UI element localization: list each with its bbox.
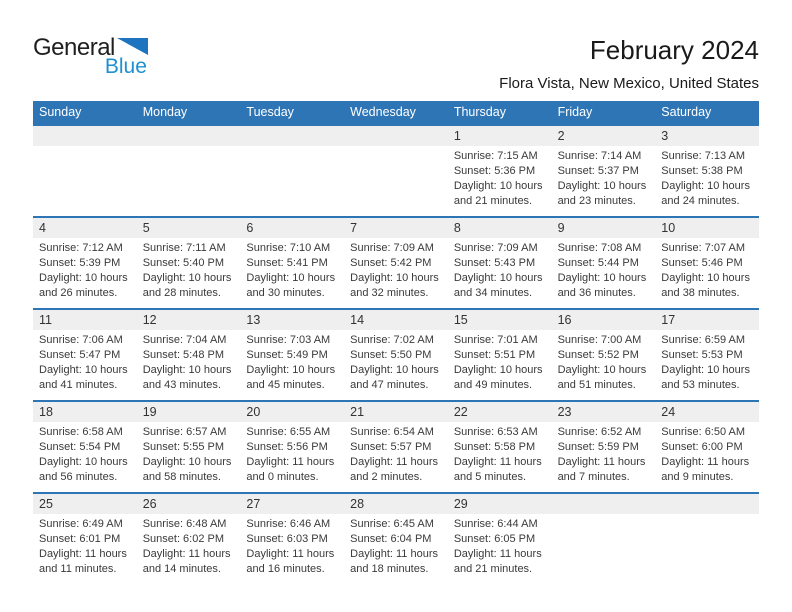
day-number: 14 <box>350 312 365 327</box>
day-detail-line: Sunset: 5:39 PM <box>39 256 121 269</box>
day-detail-line: Daylight: 11 hours <box>350 547 438 560</box>
day-detail-band <box>33 422 759 492</box>
day-detail-line: and 58 minutes. <box>142 470 221 483</box>
day-detail-line: Daylight: 10 hours <box>661 179 750 192</box>
day-detail-line: Sunrise: 6:48 AM <box>142 517 227 530</box>
day-detail-line: Sunrise: 7:12 AM <box>39 241 123 254</box>
day-number: 29 <box>453 496 468 511</box>
day-detail-line: and 23 minutes. <box>557 194 636 207</box>
day-detail-line: Daylight: 11 hours <box>557 455 646 468</box>
day-detail-line: Sunset: 6:02 PM <box>142 532 225 545</box>
day-detail-line: and 5 minutes. <box>453 470 526 483</box>
day-number: 8 <box>453 220 461 235</box>
day-number-band <box>33 126 759 146</box>
day-detail-line: Daylight: 10 hours <box>142 455 232 468</box>
weekday-header-tuesday: Tuesday <box>246 104 294 119</box>
day-detail-line: Daylight: 10 hours <box>661 363 750 376</box>
day-details <box>33 514 137 584</box>
day-detail-line: and 45 minutes. <box>246 378 325 391</box>
day-detail-line: Sunrise: 6:55 AM <box>246 425 331 438</box>
day-detail-line: Sunset: 5:47 PM <box>39 348 121 361</box>
day-detail-line: and 34 minutes. <box>453 286 533 299</box>
day-detail-band <box>33 330 759 400</box>
day-detail-band <box>33 238 759 308</box>
day-details <box>240 238 344 308</box>
day-detail-line: Daylight: 10 hours <box>142 271 232 284</box>
day-number-band <box>33 494 759 514</box>
day-detail-line: Sunset: 5:49 PM <box>246 348 328 361</box>
day-detail-line: Sunset: 5:54 PM <box>39 440 121 453</box>
empty-day-number <box>552 494 656 514</box>
day-detail-line: and 14 minutes. <box>142 562 221 575</box>
day-details <box>33 238 137 308</box>
day-detail-line: Sunrise: 6:59 AM <box>661 333 746 346</box>
day-number: 16 <box>557 312 572 327</box>
day-detail-line: Sunrise: 7:07 AM <box>661 241 746 254</box>
day-detail-line: and 43 minutes. <box>142 378 221 391</box>
day-details <box>448 422 552 492</box>
day-details <box>655 330 759 400</box>
day-detail-line: Daylight: 10 hours <box>453 271 543 284</box>
day-detail-line: and 38 minutes. <box>661 286 740 299</box>
day-detail-line: and 11 minutes. <box>39 562 117 575</box>
day-number: 2 <box>557 128 565 143</box>
empty-day-details <box>137 146 241 216</box>
day-detail-line: and 36 minutes. <box>557 286 636 299</box>
day-number: 23 <box>557 404 572 419</box>
weekday-header-friday: Friday <box>557 104 593 119</box>
day-detail-band <box>33 146 759 216</box>
weekday-header-saturday: Saturday <box>661 104 712 119</box>
weekday-header-row <box>33 101 759 124</box>
day-detail-line: Sunrise: 7:10 AM <box>246 241 331 254</box>
day-detail-line: Sunset: 5:38 PM <box>661 164 743 177</box>
day-detail-line: Sunset: 5:50 PM <box>350 348 432 361</box>
day-number: 27 <box>246 496 261 511</box>
day-detail-line: Daylight: 10 hours <box>557 363 647 376</box>
day-number: 28 <box>350 496 365 511</box>
day-detail-line: and 30 minutes. <box>246 286 325 299</box>
logo-blue-text: Blue <box>104 55 147 78</box>
day-detail-line: Sunrise: 7:03 AM <box>246 333 331 346</box>
day-detail-line: and 32 minutes. <box>350 286 429 299</box>
day-detail-line: Sunset: 5:53 PM <box>661 348 743 361</box>
day-detail-line: Sunset: 6:01 PM <box>39 532 121 545</box>
day-detail-line: Sunrise: 7:00 AM <box>557 333 642 346</box>
day-details <box>240 514 344 584</box>
day-detail-line: Sunset: 5:51 PM <box>453 348 536 361</box>
day-number: 24 <box>661 404 676 419</box>
empty-day-number <box>137 126 241 146</box>
day-detail-line: and 9 minutes. <box>661 470 734 483</box>
day-number: 10 <box>661 220 676 235</box>
day-detail-line: Daylight: 11 hours <box>246 455 335 468</box>
day-detail-line: Sunrise: 7:09 AM <box>453 241 538 254</box>
day-details <box>448 514 552 584</box>
day-number: 5 <box>142 220 150 235</box>
day-details <box>33 422 137 492</box>
day-detail-line: Daylight: 11 hours <box>453 455 542 468</box>
day-number: 4 <box>39 220 46 235</box>
day-detail-line: and 56 minutes. <box>39 470 118 483</box>
day-detail-line: Sunset: 5:40 PM <box>142 256 225 269</box>
weekday-header-monday: Monday <box>142 104 188 119</box>
week-row <box>33 124 759 216</box>
day-detail-line: Sunset: 5:59 PM <box>557 440 639 453</box>
day-detail-line: Daylight: 10 hours <box>661 271 750 284</box>
day-details <box>137 422 241 492</box>
day-details <box>137 514 241 584</box>
day-number: 21 <box>350 404 365 419</box>
day-number: 13 <box>246 312 261 327</box>
week-row <box>33 492 759 584</box>
day-detail-line: Sunrise: 6:57 AM <box>142 425 227 438</box>
title-block <box>499 36 759 92</box>
page-title: February 2024 <box>589 35 759 65</box>
day-number: 19 <box>142 404 157 419</box>
day-detail-line: Sunset: 5:58 PM <box>453 440 536 453</box>
day-detail-line: Sunrise: 7:01 AM <box>453 333 538 346</box>
day-detail-line: Sunrise: 7:13 AM <box>661 149 746 162</box>
day-detail-line: and 28 minutes. <box>142 286 221 299</box>
day-detail-band <box>33 514 759 584</box>
day-details <box>448 146 552 216</box>
day-detail-line: Sunrise: 6:58 AM <box>39 425 123 438</box>
empty-day-number <box>33 126 137 146</box>
day-detail-line: Sunrise: 6:45 AM <box>350 517 434 530</box>
day-detail-line: and 24 minutes. <box>661 194 740 207</box>
empty-day-details <box>552 514 656 584</box>
calendar-grid <box>33 124 759 584</box>
day-details <box>344 330 448 400</box>
page-header <box>0 0 792 92</box>
day-detail-line: Sunrise: 7:11 AM <box>142 241 226 254</box>
day-detail-line: Sunset: 5:57 PM <box>350 440 432 453</box>
day-number: 17 <box>661 312 676 327</box>
day-details <box>655 422 759 492</box>
empty-day-number <box>655 494 759 514</box>
day-detail-line: Daylight: 10 hours <box>142 363 232 376</box>
day-detail-line: Daylight: 10 hours <box>246 271 336 284</box>
day-detail-line: and 7 minutes. <box>557 470 630 483</box>
week-row <box>33 400 759 492</box>
day-detail-line: Sunset: 6:04 PM <box>350 532 432 545</box>
day-detail-line: and 41 minutes. <box>39 378 118 391</box>
day-number: 26 <box>142 496 157 511</box>
day-detail-line: Sunset: 6:05 PM <box>453 532 536 545</box>
empty-day-number <box>240 126 344 146</box>
empty-day-details <box>240 146 344 216</box>
day-detail-line: Sunset: 5:43 PM <box>453 256 536 269</box>
day-detail-line: Sunset: 5:41 PM <box>246 256 328 269</box>
empty-day-number <box>344 126 448 146</box>
day-detail-line: Daylight: 11 hours <box>39 547 127 560</box>
day-detail-line: Daylight: 10 hours <box>453 363 543 376</box>
week-row <box>33 308 759 400</box>
day-detail-line: Sunset: 5:42 PM <box>350 256 432 269</box>
day-detail-line: and 0 minutes. <box>246 470 319 483</box>
day-detail-line: and 53 minutes. <box>661 378 740 391</box>
day-detail-line: Sunset: 5:48 PM <box>142 348 225 361</box>
day-detail-line: Sunrise: 7:09 AM <box>350 241 434 254</box>
day-detail-line: Sunrise: 7:14 AM <box>557 149 642 162</box>
day-number: 12 <box>142 312 157 327</box>
day-details <box>552 422 656 492</box>
day-detail-line: and 21 minutes. <box>453 562 533 575</box>
day-detail-line: Sunrise: 6:46 AM <box>246 517 331 530</box>
day-detail-line: Daylight: 10 hours <box>246 363 336 376</box>
day-detail-line: Sunrise: 6:49 AM <box>39 517 123 530</box>
day-detail-line: Sunrise: 7:15 AM <box>453 149 538 162</box>
day-number-band <box>33 402 759 422</box>
day-detail-line: Daylight: 10 hours <box>350 363 439 376</box>
day-detail-line: Daylight: 11 hours <box>661 455 750 468</box>
day-detail-line: Daylight: 10 hours <box>39 455 128 468</box>
day-details <box>240 330 344 400</box>
day-detail-line: Sunset: 6:00 PM <box>661 440 743 453</box>
day-number: 6 <box>246 220 254 235</box>
day-number: 3 <box>661 128 669 143</box>
day-details <box>655 238 759 308</box>
day-detail-line: Daylight: 11 hours <box>453 547 542 560</box>
day-number: 11 <box>39 312 52 327</box>
day-detail-line: Sunset: 5:46 PM <box>661 256 743 269</box>
day-detail-line: Daylight: 10 hours <box>557 271 647 284</box>
day-details <box>552 330 656 400</box>
day-details <box>448 330 552 400</box>
day-number: 1 <box>453 128 461 143</box>
day-detail-line: Sunrise: 6:44 AM <box>453 517 538 530</box>
day-detail-line: Sunrise: 6:50 AM <box>661 425 746 438</box>
day-detail-line: and 49 minutes. <box>453 378 533 391</box>
day-details <box>448 238 552 308</box>
day-detail-line: Daylight: 10 hours <box>453 179 543 192</box>
day-detail-line: Daylight: 10 hours <box>350 271 439 284</box>
empty-day-details <box>33 146 137 216</box>
empty-day-details <box>344 146 448 216</box>
day-detail-line: Daylight: 10 hours <box>557 179 647 192</box>
logo-triangle-icon <box>117 38 148 55</box>
day-detail-line: and 47 minutes. <box>350 378 429 391</box>
day-details <box>344 514 448 584</box>
day-detail-line: Daylight: 11 hours <box>246 547 335 560</box>
weekday-header-thursday: Thursday <box>453 104 506 119</box>
day-detail-line: Sunset: 5:56 PM <box>246 440 328 453</box>
day-detail-line: Sunrise: 7:06 AM <box>39 333 123 346</box>
day-number: 18 <box>39 404 53 419</box>
day-details <box>344 422 448 492</box>
general-blue-logo <box>33 36 148 77</box>
day-detail-line: and 21 minutes. <box>453 194 533 207</box>
day-number: 20 <box>246 404 261 419</box>
day-detail-line: Sunset: 5:36 PM <box>453 164 536 177</box>
day-details <box>137 330 241 400</box>
day-detail-line: Daylight: 10 hours <box>39 363 128 376</box>
day-number: 9 <box>557 220 565 235</box>
weekday-header-sunday: Sunday <box>39 104 82 119</box>
day-detail-line: Daylight: 11 hours <box>142 547 231 560</box>
week-row <box>33 216 759 308</box>
day-number: 7 <box>350 220 358 235</box>
day-details <box>137 238 241 308</box>
day-detail-line: Daylight: 11 hours <box>350 455 438 468</box>
day-detail-line: Daylight: 10 hours <box>39 271 128 284</box>
logo-general-text: General <box>33 34 115 61</box>
day-detail-line: and 51 minutes. <box>557 378 636 391</box>
day-detail-line: Sunset: 5:52 PM <box>557 348 639 361</box>
empty-day-details <box>655 514 759 584</box>
day-detail-line: Sunset: 5:55 PM <box>142 440 225 453</box>
day-detail-line: and 16 minutes. <box>246 562 325 575</box>
day-details <box>240 422 344 492</box>
day-number-band <box>33 218 759 238</box>
day-detail-line: Sunrise: 6:52 AM <box>557 425 642 438</box>
day-number: 15 <box>453 312 468 327</box>
day-details <box>552 238 656 308</box>
day-number: 22 <box>453 404 468 419</box>
page-subtitle: Flora Vista, New Mexico, United States <box>499 74 759 92</box>
weekday-header-wednesday: Wednesday <box>350 104 416 119</box>
day-detail-line: Sunrise: 7:08 AM <box>557 241 642 254</box>
day-detail-line: and 2 minutes. <box>350 470 423 483</box>
day-details <box>344 238 448 308</box>
day-details <box>33 330 137 400</box>
day-detail-line: Sunrise: 6:53 AM <box>453 425 538 438</box>
day-detail-line: Sunset: 5:44 PM <box>557 256 639 269</box>
day-number-band <box>33 310 759 330</box>
day-detail-line: Sunrise: 7:04 AM <box>142 333 227 346</box>
day-number: 25 <box>39 496 53 511</box>
calendar <box>33 101 759 584</box>
day-detail-line: Sunset: 6:03 PM <box>246 532 328 545</box>
day-detail-line: Sunrise: 7:02 AM <box>350 333 434 346</box>
day-detail-line: and 26 minutes. <box>39 286 118 299</box>
day-details <box>552 146 656 216</box>
day-details <box>655 146 759 216</box>
day-detail-line: Sunset: 5:37 PM <box>557 164 639 177</box>
day-detail-line: Sunrise: 6:54 AM <box>350 425 434 438</box>
day-detail-line: and 18 minutes. <box>350 562 429 575</box>
